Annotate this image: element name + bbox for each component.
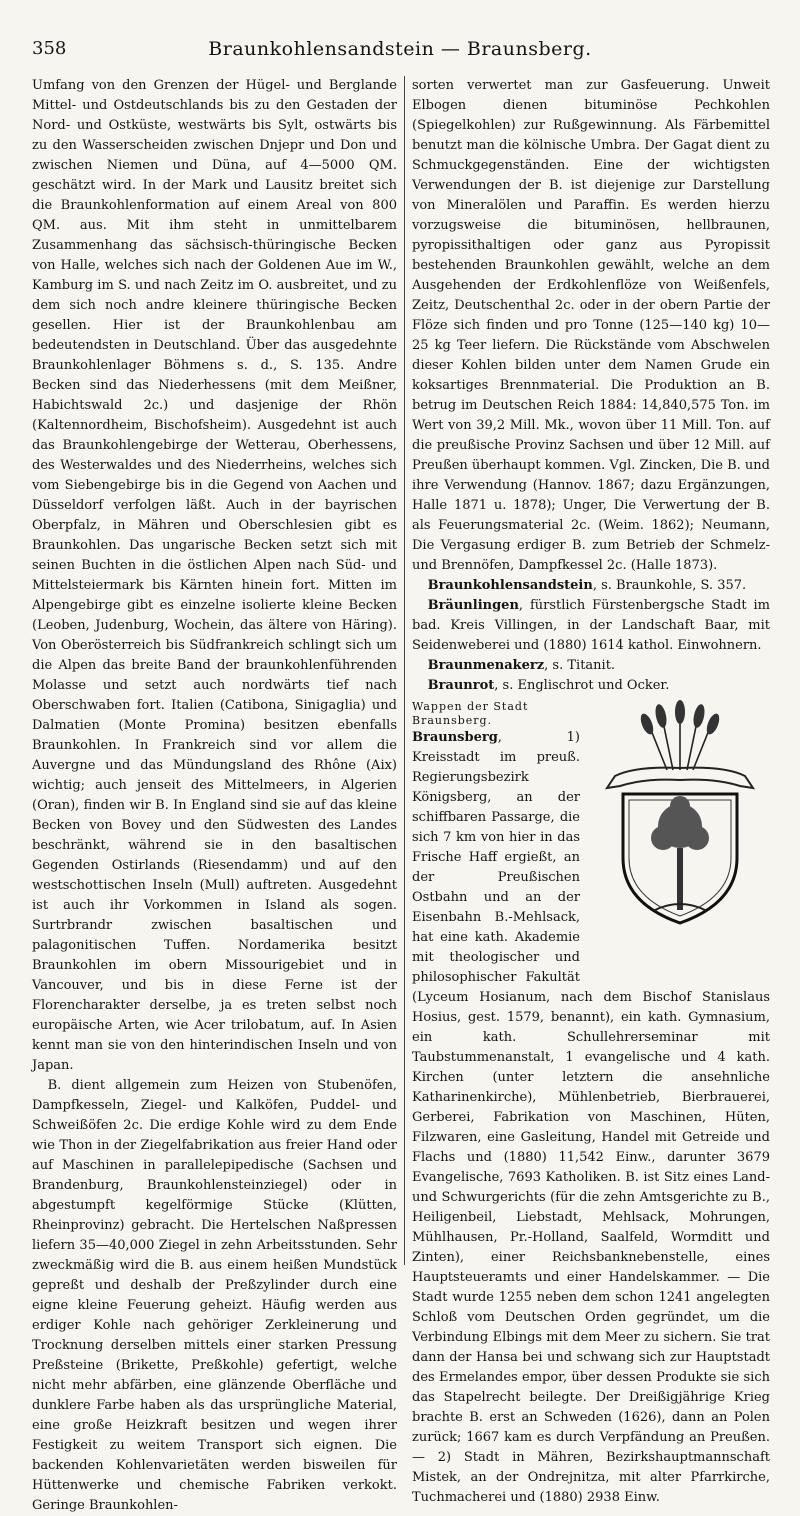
running-title: Braunkohlensandstein — Braunsberg. xyxy=(208,38,592,60)
left-column xyxy=(32,76,397,1513)
entry-braeunlingen xyxy=(412,596,770,656)
entry-text: , s. Englischrot und Ocker. xyxy=(494,678,670,693)
entry-term: Braunrot xyxy=(427,678,495,693)
entry-text: , 1) Kreisstadt im preuß. Regierungsbezirk Königsberg, an der schiffbaren Passarge, die sich 7 km von hier in das Frische Haff ergießt, an der Preußischen Ostbahn und an der Eisenbahn B.-Mehlsack, hat eine kath. Akademie mit theologischer und philosophischer Fakultät (Lyceum Hosianum, nach dem Bischof Stanislaus Hosius, gest. 1579, benannt), ein kath. Gymnasium, ein kath. Schullehrerseminar mit Taubstummenanstalt, 1 evangelische und 4 kath. Kirchen (unter letztern die ansehnliche Katharinenkirche), Mühlenbetrieb, Bierbrauerei, Gerberei, Fabrikation von Maschinen, Hüten, Filzwaren, eine Gasleitung, Handel mit Getreide und Flachs und (1880) 11,542 Einw., darunter 3679 Evangelische, 7693 Katholiken. B. ist Sitz eines Land- und Schwurgerichts (für die zehn Amtsgerichte zu B., Heiligenbeil, Liebstadt, Mehlsack, Mohrungen, Mühlhausen, Pr.-Holland, Saalfeld, Wormditt und Zinten), einer Reichsbanknebenstelle, eines Hauptsteueramts und einer Handelskammer. — Die Stadt wurde 1255 neben dem schon 1241 angelegten Schloß vom Deutschen Orden gegründet, um die Verbindung Elbings mit dem Meer zu sichern. Sie trat dann der Hansa bei und schwang sich zur Hauptstadt des Ermelandes empor, über dessen Produkte sie sich das Stapelrecht beilegte. Der Dreißigjährige Krieg brachte B. erst an Schweden (1626), dann an Polen zurück; 1667 kam es durch Verpfändung an Preußen. — 2) Stadt in Mähren, Bezirkshauptmannschaft Mistek, an der Ondrejnitza, mit alter Pfarrkirche, Tuchmacherei und (1880) 2938 Einw. xyxy=(412,730,770,1505)
column-divider xyxy=(404,76,405,1265)
paragraph-lignite-distribution: Umfang von den Grenzen der Hügel- und Berglande Mittel- und Ostdeutschlands bis zu den Gestaden der Nord- und Ostküste, westwärts bis Sylt, ostwärts bis zu den Wasserscheiden zwischen Dnjepr und Don und zwischen Niemen und Düna, auf 4—5000 QM. geschätzt wird. In der Mark und Lausitz breitet sich die Braunkohlenformation auf einem Areal von 800 QM. aus. Mit ihm steht in unmittelbarem Zusammenhang das sächsisch-thüringische Becken von Halle, welches sich nach der Goldenen Aue im W., Kamburg im S. und nach Zeitz im O. ausbreitet, und zu dem sich noch andre kleinere thüringische Becken gesellen. Hier ist der Braunkohlenbau am bedeutendsten in Deutschland. Über das ausgedehnte Braunkohlenlager Böhmens s. d., S. 135. Andre Becken sind das Niederhessens (mit dem Meißner, Habichtswald 2c.) und dasjenige der Rhön (Kaltennordheim, Bischofsheim). Ausgedehnt ist auch das Braunkohlengebirge der Wetterau, Oberhessens, des Westerwaldes und des Niederrheins, welches sich vom Siebengebirge bis in die Gegend von Aachen und Düsseldorf verfolgen läßt. Auch in der bayrischen Oberpfalz, in Mähren und Oberschlesien gibt es Braunkohlen. Das ungarische Becken setzt sich mit seinen Buchten in die östlichen Alpen nach Süd- und Mittelsteiermark bis Kärnten hinein fort. Mitten im Alpengebirge gibt es einzelne isolierte kleine Becken (Leoben, Judenburg, Wochein, das ältere von Häring). Von Oberösterreich bis Südfrankreich schlingt sich um die Alpen das breite Band der braunkohlenführenden Molasse und setzt auch nordwärts tief nach Oberschwaben fort. Italien (Catibona, Sinigaglia) und Dalmatien (Monte Promina) besitzen ebenfalls Braunkohlen. In Frankreich sind vor allem die Auvergne und das Mündungsland des Rhône (Aix) wichtig; auch jenseit des Mittelmeers, in Algerien (Oran), finden wir B. In England sind sie auf das kleine Becken von Bovey und den Südwesten des Landes beschränkt, während sie in den basaltischen Gegenden Ostirlands (Riesendamm) und auf den westschottischen Inseln (Mull) auftreten. Ausgedehnt ist auch ihr Vorkommen in Island als sogen. Surtrbrandr zwischen basaltischen und palagonitischen Tuffen. Nordamerika besitzt Braunkohlen im obern Missourigebiet und in Vancouver, und bis in diese Ferne ist der Florencharakter derselbe, ja es treten selbst noch europäische Arten, wie Acer trilobatum, auf. In Asien kennt man sie von den hinterindischen Inseln und von Japan. xyxy=(32,78,397,1073)
entry-braunmenakerz xyxy=(412,656,770,676)
entry-text: , fürstlich Fürstenbergsche Stadt im bad. Kreis Villingen, in der Landschaft Baar, mit Seidenweberei und (1880) 1614 kathol. Einwohnern. xyxy=(412,598,770,653)
entry-text: , s. Titanit. xyxy=(544,658,616,673)
text-columns xyxy=(32,76,770,1513)
entry-term: Bräunlingen xyxy=(427,598,519,613)
coat-of-arms-icon xyxy=(595,698,765,928)
entry-term: Braunkohlensandstein xyxy=(427,578,593,593)
coat-of-arms-figure xyxy=(590,698,770,968)
right-column xyxy=(412,76,770,1505)
paragraph-continuation: sorten verwertet man zur Gasfeuerung. Unweit Elbogen dienen bituminöse Pechkohlen (Spiegelkohlen) zur Rußgewinnung. Als Färbemittel benutzt man die kölnische Umbra. Der Gagat dient zu Schmuckgegenständen. Eine der wichtigsten Verwendungen der B. ist diejenige zur Darstellung von Mineralölen und Paraffin. Es werden hierzu vorzugsweise die bituminösen, hellbraunen, pyropissithaltigen oder ganz aus Pyropissit bestehenden Braunkohlen gewählt, welche an dem Ausgehenden der Erdkohlenflöze von Weißenfels, Zeitz, Deutschenthal 2c. oder in der obern Partie der Flöze sich finden und pro Tonne (125—140 kg) 10—25 kg Teer liefern. Die Rückstände vom Abschwelen dieser Kohlen bilden unter dem Namen Grude ein koksartiges Brennmaterial. Die Produktion an B. betrug im Deutschen Reich 1884: 14,840,575 Ton. im Wert von 39,2 Mill. Mk., wovon über 11 Mill. Ton. auf die preußische Provinz Sachsen und über 12 Mill. auf Preußen überhaupt kommen. Vgl. Zincken, Die B. und ihre Verwendung (Hannov. 1867; dazu Ergänzungen, Halle 1871 u. 1878); Unger, Die Verwertung der B. als Feuerungsmaterial 2c. (Weim. 1862); Neumann, Die Vergasung erdiger B. zum Betrieb der Schmelz- und Brennöfen, Dampfkessel 2c. (Halle 1873). xyxy=(412,78,770,573)
figure-caption-line1: Wappen der Stadt xyxy=(412,700,529,713)
entry-term: Braunsberg xyxy=(412,730,498,745)
entry-text: , s. Braunkohle, S. 357. xyxy=(592,578,747,593)
figure-caption-line2: Braunsberg. xyxy=(412,714,493,727)
paragraph-lignite-uses: B. dient allgemein zum Heizen von Stubenöfen, Dampfkesseln, Ziegel- und Kalköfen, Puddel- und Schweißöfen 2c. Die erdige Kohle wird zu dem Ende wie Thon in der Ziegelfabrikation aus freier Hand oder auf Maschinen in parallelepipedische (Sachsen und Brandenburg, Braunkohlensteinziegel) oder in abgestumpft kegelförmige Stücke (Klütten, Rheinprovinz) gebracht. Die Hertelschen Naßpressen liefern 35—40,000 Ziegel in zehn Arbeitsstunden. Sehr zweckmäßig wird die B. aus einem heißen Mundstück gepreßt und deshalb der Preßzylinder durch eine eigne kleine Feuerung geheizt. Häufig werden aus erdiger Kohle nach gehöriger Zerkleinerung und Trocknung derselben mittels einer starken Pressung Preßsteine (Brikette, Preßkohle) gefertigt, welche nicht mehr abfärben, eine glänzende Oberfläche und dunklere Farbe haben als das ursprüngliche Material, eine große Heizkraft besitzen und wegen ihrer Festigkeit zu weitem Transport sich eignen. Die backenden Kohlenvarietäten werden bisweilen für Hüttenwerke und chemische Fabriken verkokt. Geringe Braunkohlen- xyxy=(32,1078,397,1513)
page-header xyxy=(32,38,768,72)
entry-braunkohlensandstein xyxy=(412,576,770,596)
entry-term: Braunmenakerz xyxy=(427,658,545,673)
page-number: 358 xyxy=(32,38,67,59)
entry-braunrot xyxy=(412,676,770,696)
